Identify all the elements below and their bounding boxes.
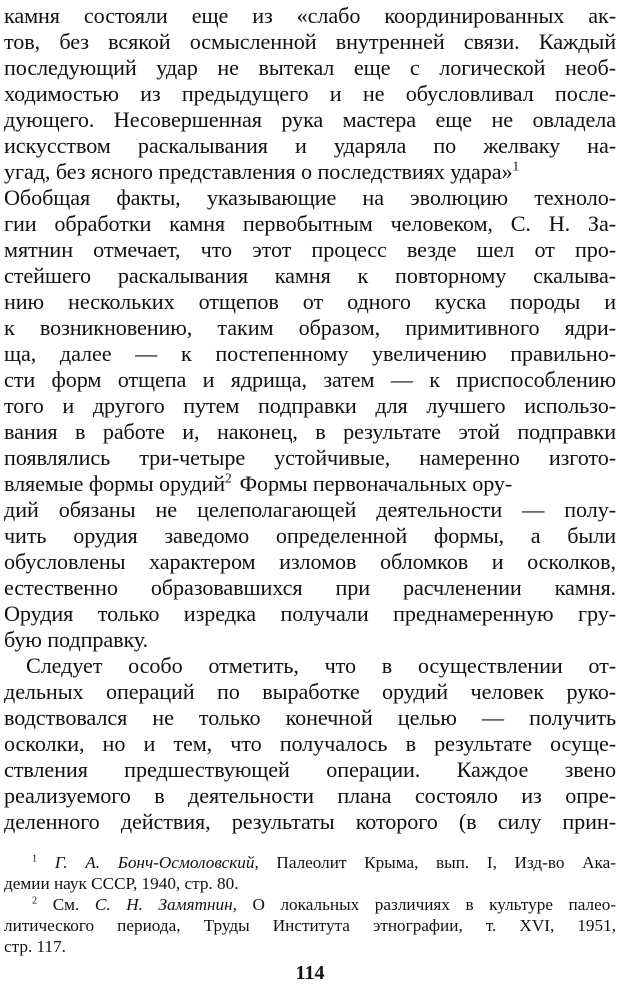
footnote-author: Г. А. Бонч-Осмоловский, <box>54 853 259 872</box>
footnote-author: С. Н. Замятнин, <box>94 895 237 914</box>
body-line: последующий удар не вытекал еще с логической необ- <box>4 55 616 80</box>
paragraph-start: Следует особо отметить, что в осуществлении от- <box>26 653 616 678</box>
body-line: осколки, но и тем, что получалось в результате осуще- <box>4 731 616 756</box>
footnote-marker: 2 <box>32 895 38 907</box>
body-line: стейшего раскалывания камня к повторному скалыва- <box>4 263 616 288</box>
body-text: вляемые формы орудий <box>4 471 226 496</box>
body-line: ствления предшествующей операции. Каждое звено <box>4 757 616 782</box>
body-line: чить орудия заведомо определенной формы, а были <box>4 523 616 548</box>
footnote-text: О локальных различиях в культуре палео- <box>252 895 617 914</box>
body-line: ща, далее — к постепенному увеличению правильно- <box>4 341 616 366</box>
body-line <box>4 471 616 497</box>
body-line: обусловлены характером изломов обломков и осколков, <box>4 549 616 574</box>
body-line: дельных операций по выработке орудий человек руко- <box>4 679 616 704</box>
footnote-marker: 1 <box>32 853 38 865</box>
body-line: ходимостью из предыдущего и не обусловливал после- <box>4 81 616 106</box>
body-line: Орудия только изредка получали преднамеренную гру- <box>4 601 616 626</box>
body-line: водствовался не только конечной целью — получить <box>4 705 616 730</box>
body-text: угад, без ясного представления о последствиях удара» <box>4 159 513 184</box>
body-line: того и другого путем подправки для лучшего использо- <box>4 393 616 418</box>
footnote-ref: 1 <box>512 158 520 174</box>
footnote-text: Палеолит Крыма, вып. I, Изд-во Ака- <box>276 853 617 872</box>
body-line: естественно образовавшихся при расчленении камня. <box>4 575 616 600</box>
body-line: искусством раскалывания и ударяла по желваку на- <box>4 133 616 158</box>
body-line: вания в работе и, наконец, в результате этой подправки <box>4 419 616 444</box>
footnote-2 <box>4 894 616 915</box>
body-line: деленного действия, результаты которого (в силу прин- <box>4 809 616 834</box>
body-text: Формы первоначальных ору- <box>239 471 513 496</box>
body-line: камня состояли еще из «слабо координированных ак- <box>4 3 616 28</box>
body-line: мятнин отмечает, что этот процесс везде шел от про- <box>4 237 616 262</box>
body-line: дующего. Несовершенная рука мастера еще не овладела <box>4 107 616 132</box>
body-line: к возникновению, таким образом, примитивного ядри- <box>4 315 616 340</box>
body-line: появлялись три-четыре устойчивые, намеренно изгото- <box>4 445 616 470</box>
footnote-ref: 2 <box>225 470 232 486</box>
footnote-2-line2: литического периода, Труды Института этнографии, т. XVI, 1951, <box>4 916 616 935</box>
body-line <box>4 159 616 185</box>
footnote-prefix: См. <box>52 895 80 914</box>
body-line: Обобщая факты, указывающие на эволюцию техноло- <box>4 185 616 210</box>
body-line: гии обработки камня первобытным человеком, С. Н. За- <box>4 211 616 236</box>
body-line: реализуемого в деятельности плана состояло из опре- <box>4 783 616 808</box>
footnote-2-line3: стр. 117. <box>4 937 66 956</box>
body-line: нию нескольких отщепов от одного куска породы и <box>4 289 616 314</box>
body-line: сти форм отщепа и ядрища, затем — к приспособлению <box>4 367 616 392</box>
body-line: бую подправку. <box>4 627 149 652</box>
page-number: 114 <box>295 962 325 984</box>
body-line: дий обязаны не целеполагающей деятельности — полу- <box>4 497 616 522</box>
footnote-1-line2: демии наук СССР, 1940, стр. 80. <box>4 874 239 893</box>
footnote-1 <box>4 852 616 873</box>
body-line: тов, без всякой осмысленной внутренней связи. Каждый <box>4 29 616 54</box>
